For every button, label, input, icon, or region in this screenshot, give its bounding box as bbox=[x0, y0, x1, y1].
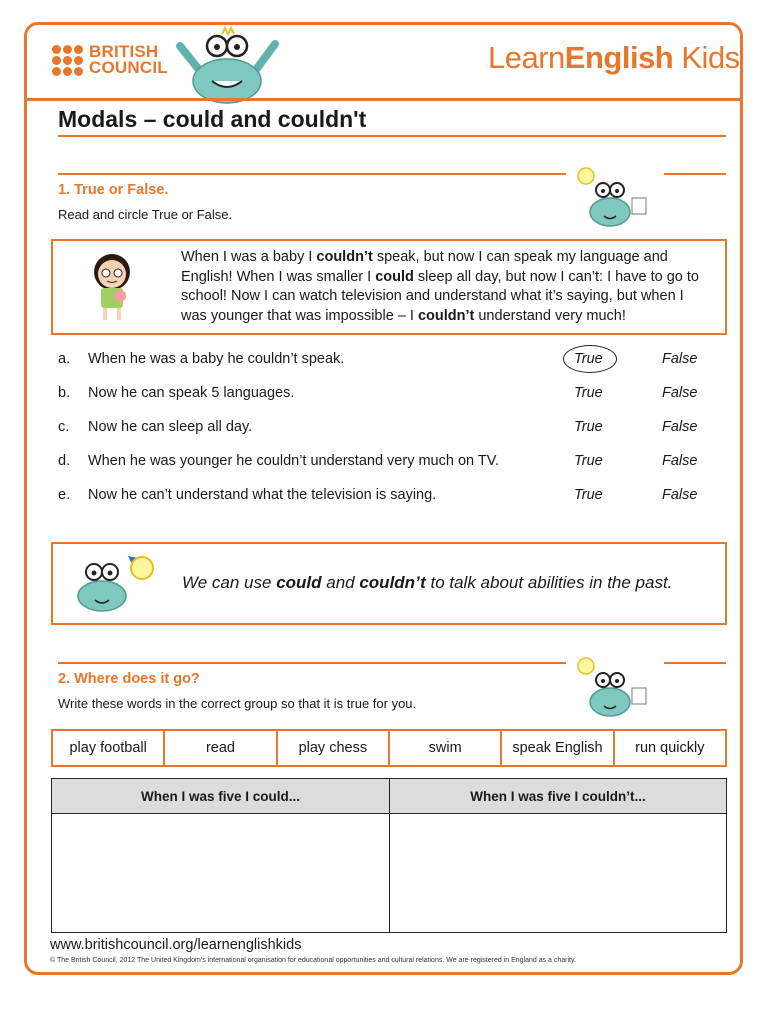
title-underline bbox=[58, 135, 726, 137]
story-part-1: When I was a baby I bbox=[181, 249, 317, 265]
grammar-tip bbox=[182, 573, 672, 593]
column-header-couldnt: When I was five I couldn’t... bbox=[390, 779, 726, 814]
section2-heading: 2. Where does it go? bbox=[58, 671, 200, 687]
question-letter: e. bbox=[58, 487, 71, 503]
mascot-tip-icon bbox=[70, 550, 160, 616]
column-header-could: When I was five I could... bbox=[52, 779, 390, 814]
section1-rule-right bbox=[664, 173, 726, 175]
mascot-header-icon bbox=[170, 26, 285, 106]
brand-line-1: BRITISH bbox=[89, 42, 159, 61]
word-bank-item: speak English bbox=[502, 731, 614, 765]
question-letter: a. bbox=[58, 351, 71, 367]
question-text: Now he can speak 5 languages. bbox=[88, 385, 295, 401]
section2-instruction: Write these words in the correct group so that it is true for you. bbox=[58, 696, 417, 711]
answer-true[interactable]: True bbox=[574, 385, 603, 401]
question-letter: d. bbox=[58, 453, 71, 469]
tip-bold-1: could bbox=[276, 573, 322, 592]
word-bank-item: run quickly bbox=[635, 740, 705, 756]
word-bank bbox=[51, 729, 727, 767]
answer-false[interactable]: False bbox=[662, 453, 698, 469]
section1-rule-left bbox=[58, 173, 566, 175]
section2-rule-left bbox=[58, 662, 566, 664]
page-title: Modals – could and couldn't bbox=[58, 106, 367, 132]
lek-english: English bbox=[564, 40, 674, 75]
question-text: When he was younger he couldn’t understand very much on TV. bbox=[88, 453, 500, 469]
footer-copyright: © The British Council, 2012 The United Kingdom’s international organisation for educational opportunities and cultural relations. We are registered in England as a charity. bbox=[50, 957, 576, 964]
word-bank-item: swim bbox=[390, 731, 502, 765]
learnenglish-kids-logo bbox=[488, 40, 740, 76]
mascot-idea-icon-2 bbox=[572, 652, 656, 722]
question-text: Now he can sleep all day. bbox=[88, 419, 253, 435]
section1-instruction: Read and circle True or False. bbox=[58, 207, 233, 222]
lek-learn: Learn bbox=[488, 40, 565, 75]
answer-true[interactable]: True bbox=[574, 419, 603, 435]
answer-true[interactable]: True bbox=[574, 453, 603, 469]
girl-character-icon bbox=[82, 252, 142, 324]
answer-cell-couldnt[interactable] bbox=[390, 814, 726, 932]
mascot-idea-icon bbox=[572, 162, 656, 232]
section2-rule-right bbox=[664, 662, 726, 664]
word-bank-item: read bbox=[165, 731, 277, 765]
british-council-dots-icon bbox=[52, 45, 83, 76]
tip-bold-2: couldn’t bbox=[359, 573, 426, 592]
word-bank-item: play football bbox=[53, 731, 165, 765]
answer-false[interactable]: False bbox=[662, 419, 698, 435]
story-part-2: speak, but now I can speak my language and English! When I was smaller I bbox=[181, 249, 668, 285]
question-text: Now he can’t understand what the television is saying. bbox=[88, 487, 437, 503]
brand-line-2: COUNCIL bbox=[89, 58, 168, 77]
footer-url[interactable]: www.britishcouncil.org/learnenglishkids bbox=[50, 937, 302, 953]
answer-false[interactable]: False bbox=[662, 351, 698, 367]
question-letter: c. bbox=[58, 419, 70, 435]
story-bold-2: could bbox=[375, 268, 414, 285]
section1-heading: 1. True or False. bbox=[58, 182, 169, 198]
story-part-3: sleep all day, but now I can’t: I have to go to school! Now I can watch television and understand what it’s saying, but when I was younger that was impossible – I bbox=[181, 268, 699, 324]
question-text: When he was a baby he couldn’t speak. bbox=[88, 351, 345, 367]
answer-true[interactable]: True bbox=[574, 351, 603, 367]
answer-false[interactable]: False bbox=[662, 385, 698, 401]
answer-false[interactable]: False bbox=[662, 487, 698, 503]
lek-kids: Kids bbox=[681, 40, 740, 75]
story-text bbox=[181, 248, 711, 326]
sorting-table bbox=[51, 778, 727, 933]
story-bold-1: couldn’t bbox=[316, 249, 373, 265]
answer-true[interactable]: True bbox=[574, 487, 603, 503]
header-divider bbox=[27, 98, 740, 101]
word-bank-item: play chess bbox=[278, 731, 390, 765]
question-letter: b. bbox=[58, 385, 71, 401]
tip-part-1: We can use bbox=[182, 573, 277, 592]
story-bold-3: couldn’t bbox=[417, 307, 475, 324]
tip-part-2: and bbox=[321, 573, 360, 592]
answer-cell-could[interactable] bbox=[52, 814, 390, 932]
tip-part-3: to talk about abilities in the past. bbox=[425, 573, 673, 592]
british-council-logo bbox=[52, 44, 168, 76]
story-part-4: understand very much! bbox=[474, 307, 626, 324]
